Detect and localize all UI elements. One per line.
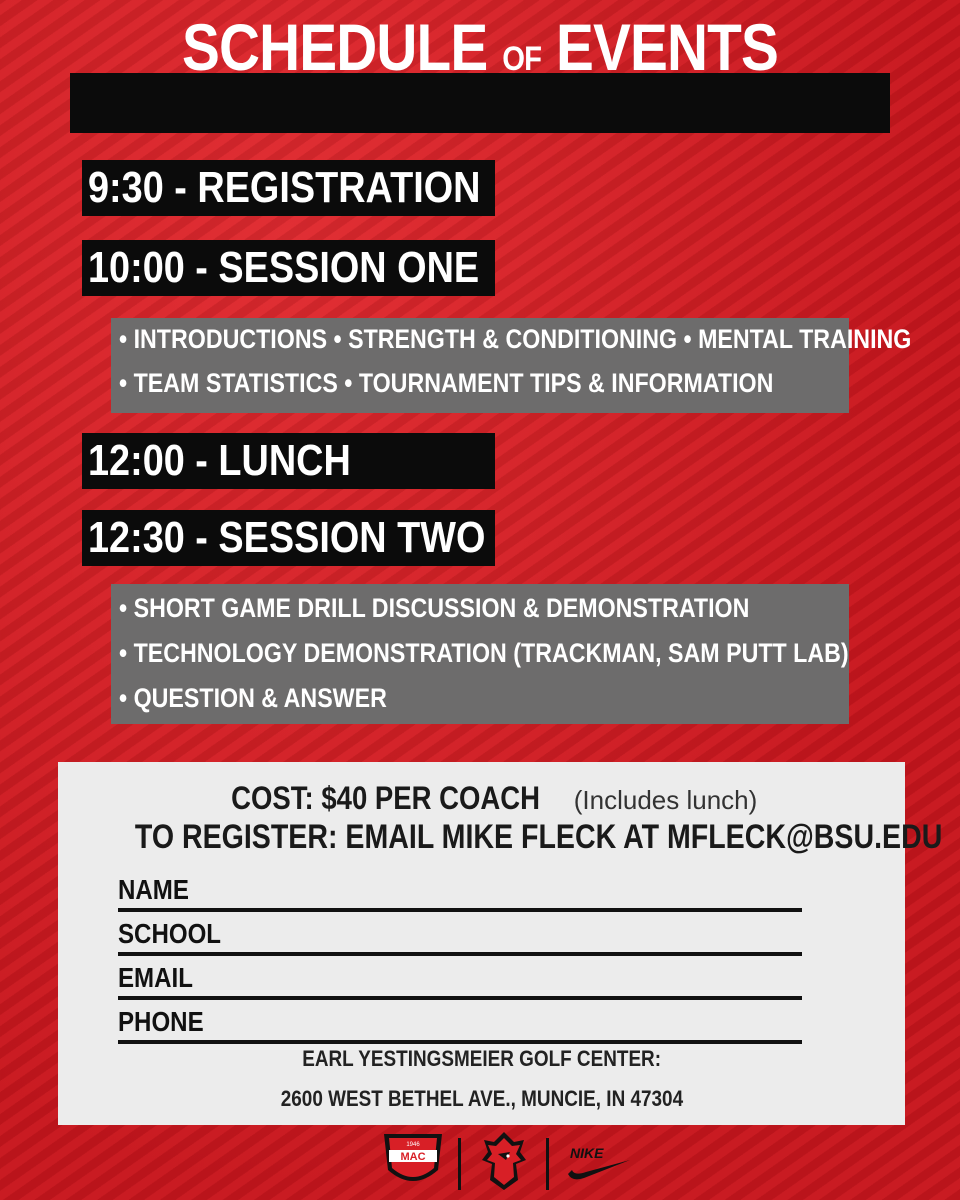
topic-line: • TEAM STATISTICS • TOURNAMENT TIPS & INFORMATION [119, 368, 774, 398]
schedule-label: 10:00 - SESSION ONE [88, 243, 480, 292]
location-address [58, 1086, 905, 1112]
schedule-label: 12:00 - LUNCH [88, 436, 351, 485]
register-text: TO REGISTER: EMAIL MIKE FLECK AT MFLECK@BSU.EDU [134, 818, 943, 856]
mac-logo-icon [378, 1130, 448, 1199]
schedule-item-lunch [82, 433, 495, 489]
email-field-label: EMAIL [118, 962, 193, 993]
title-of: OF [502, 40, 542, 78]
location-name-text: EARL YESTINGSMEIER GOLF CENTER: [302, 1046, 661, 1071]
title-events: EVENTS [556, 10, 779, 84]
cost-line [58, 780, 905, 817]
topic-line: • TECHNOLOGY DEMONSTRATION (TRACKMAN, SAM PUTT LAB) [119, 638, 849, 668]
school-field[interactable] [118, 912, 802, 956]
schedule-item-registration [82, 160, 495, 216]
schedule-item-session-one [82, 240, 495, 296]
topic-line: • INTRODUCTIONS • STRENGTH & CONDITIONING • MENTAL TRAINING [119, 324, 912, 354]
name-field-label: NAME [118, 874, 189, 905]
session-one-topics [111, 318, 912, 413]
location-address-text: 2600 WEST BETHEL AVE., MUNCIE, IN 47304 [280, 1086, 683, 1111]
logo-divider [546, 1138, 549, 1190]
school-field-label: SCHOOL [118, 918, 222, 949]
schedule-item-session-two [82, 510, 495, 566]
cost-text: COST: $40 PER COACH [230, 780, 540, 816]
nike-logo-icon [564, 1144, 634, 1189]
location-name [58, 1046, 905, 1072]
svg-text:NIKE: NIKE [570, 1145, 604, 1161]
phone-field[interactable] [118, 1000, 802, 1044]
cost-note: (Includes lunch) [573, 785, 758, 815]
schedule-label: 9:30 - REGISTRATION [88, 163, 481, 212]
page-title [67, 10, 893, 84]
svg-text:1946: 1946 [406, 1142, 420, 1148]
email-field[interactable] [118, 956, 802, 1000]
logo-divider [458, 1138, 461, 1190]
cardinal-logo-icon [478, 1130, 530, 1199]
register-line [58, 818, 943, 857]
topic-line: • QUESTION & ANSWER [119, 683, 387, 713]
schedule-label: 12:30 - SESSION TWO [88, 513, 486, 562]
sponsor-logos [370, 1130, 640, 1194]
topic-line: • SHORT GAME DRILL DISCUSSION & DEMONSTRATION [119, 593, 750, 623]
svg-text:MAC: MAC [400, 1151, 426, 1163]
name-field[interactable] [118, 868, 802, 912]
session-two-topics [111, 584, 849, 724]
phone-field-label: PHONE [118, 1006, 204, 1037]
title-schedule: SCHEDULE [181, 10, 488, 84]
registration-panel [58, 762, 943, 1125]
